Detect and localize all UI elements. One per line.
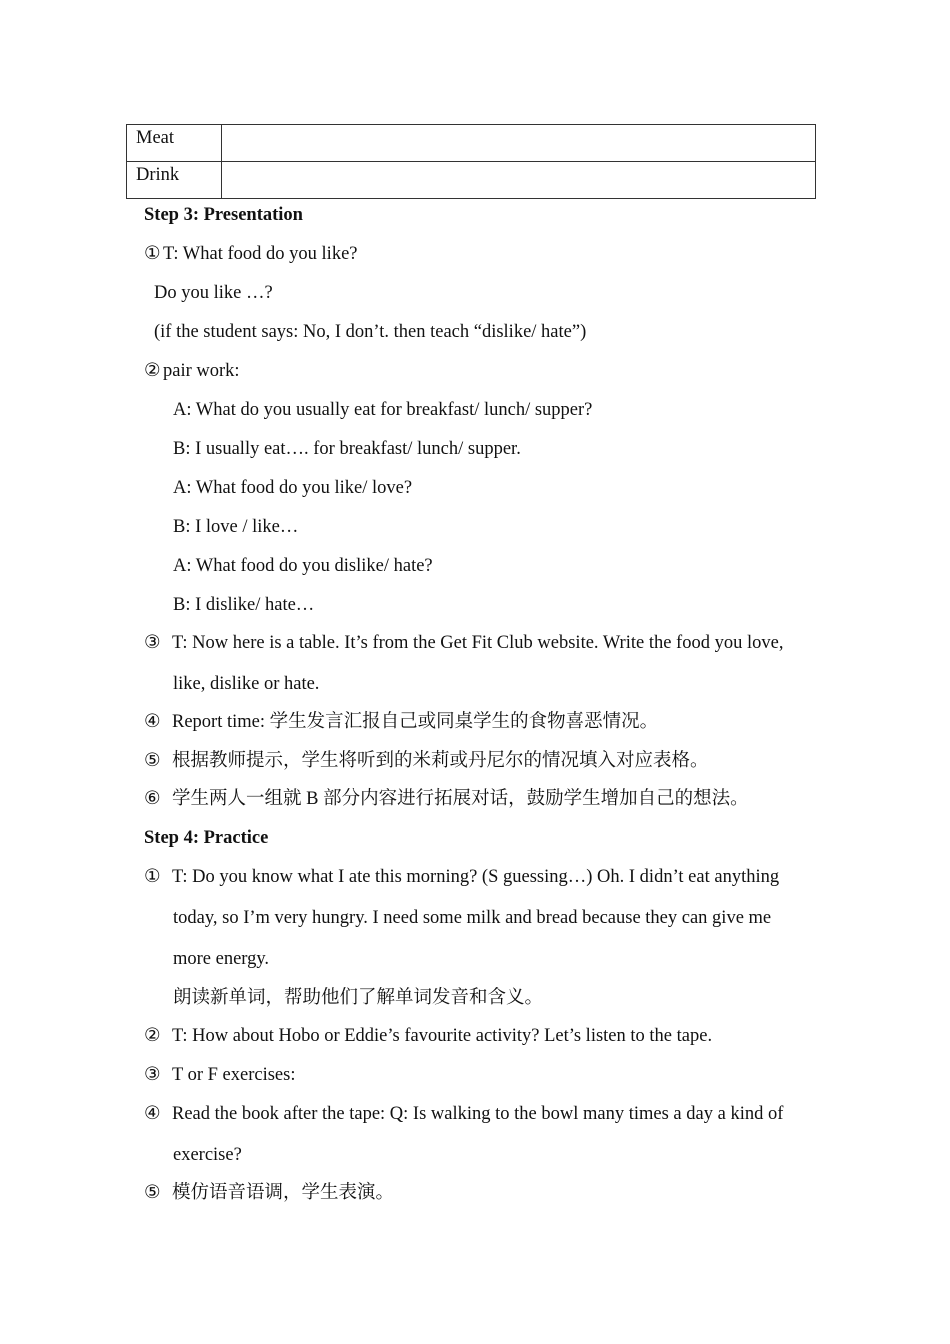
item-number: ② <box>144 361 161 381</box>
item-text: T: Do you know what I ate this morning? (S guessing…) Oh. I didn’t eat anything <box>172 867 780 887</box>
table-cell-label: Meat <box>127 125 222 162</box>
item-number: ⑤ <box>144 751 161 771</box>
item-text: T: How about Hobo or Eddie’s favourite activity? Let’s listen to the tape. <box>172 1026 713 1046</box>
item-number: ⑥ <box>144 789 161 809</box>
item-text-line: (if the student says: No, I don’t. then teach “dislike/ hate”) <box>154 322 587 342</box>
dialogue-line: B: I dislike/ hate… <box>173 595 315 615</box>
item-number: ③ <box>144 1065 161 1085</box>
list-item <box>144 1024 712 1048</box>
dialogue-line: A: What food do you dislike/ hate? <box>173 556 433 576</box>
list-item <box>144 359 240 383</box>
item-text: Read the book after the tape: Q: Is walking to the bowl many times a day a kind of <box>172 1104 784 1124</box>
item-text: 学生两人一组就 B 部分内容进行拓展对话，鼓励学生增加自己的想法。 <box>172 789 749 809</box>
item-number: ② <box>144 1026 161 1046</box>
item-text: 根据教师提示，学生将听到的米莉或丹尼尔的情况填入对应表格。 <box>172 751 709 771</box>
food-table <box>126 124 816 199</box>
list-item <box>144 1181 394 1205</box>
dialogue-line: B: I love / like… <box>173 517 299 537</box>
item-text-line: like, dislike or hate. <box>173 674 320 694</box>
item-number: ④ <box>144 712 161 732</box>
list-item <box>144 749 709 773</box>
item-text-line: more energy. <box>173 949 270 969</box>
item-text: T or F exercises: <box>172 1065 296 1085</box>
table-row <box>127 162 816 199</box>
item-text-line: exercise? <box>173 1145 242 1165</box>
item-text: T: Now here is a table. It’s from the Get Fit Club website. Write the food you love, <box>172 633 784 653</box>
item-text: T: What food do you like? <box>163 244 358 264</box>
item-text: 模仿语音语调，学生表演。 <box>172 1183 395 1203</box>
list-item <box>144 787 749 811</box>
dialogue-line: B: I usually eat…. for breakfast/ lunch/ supper. <box>173 439 521 459</box>
table-cell-value <box>222 125 816 162</box>
item-text-line: Do you like …? <box>154 283 273 303</box>
list-item <box>144 1063 295 1087</box>
item-number: ③ <box>144 633 161 653</box>
dialogue-line: A: What do you usually eat for breakfast/ lunch/ supper? <box>173 400 593 420</box>
item-number: ⑤ <box>144 1183 161 1203</box>
item-number: ① <box>144 244 161 264</box>
item-text: Report time: 学生发言汇报自己或同桌学生的食物喜恶情况。 <box>172 712 659 732</box>
item-number: ④ <box>144 1104 161 1124</box>
table-row <box>127 125 816 162</box>
table-cell-label: Drink <box>127 162 222 199</box>
step4-heading: Step 4: Practice <box>144 828 269 848</box>
dialogue-line: A: What food do you like/ love? <box>173 478 413 498</box>
list-item <box>144 710 658 734</box>
item-text-line: today, so I’m very hungry. I need some milk and bread because they can give me <box>173 908 772 928</box>
item-number: ① <box>144 867 161 887</box>
step3-heading: Step 3: Presentation <box>144 205 303 225</box>
list-item <box>144 242 358 266</box>
item-text-line: 朗读新单词，帮助他们了解单词发音和含义。 <box>173 988 544 1008</box>
list-item <box>144 1102 783 1126</box>
list-item <box>144 865 779 889</box>
list-item <box>144 631 783 655</box>
item-text: pair work: <box>163 361 240 381</box>
table-cell-value <box>222 162 816 199</box>
